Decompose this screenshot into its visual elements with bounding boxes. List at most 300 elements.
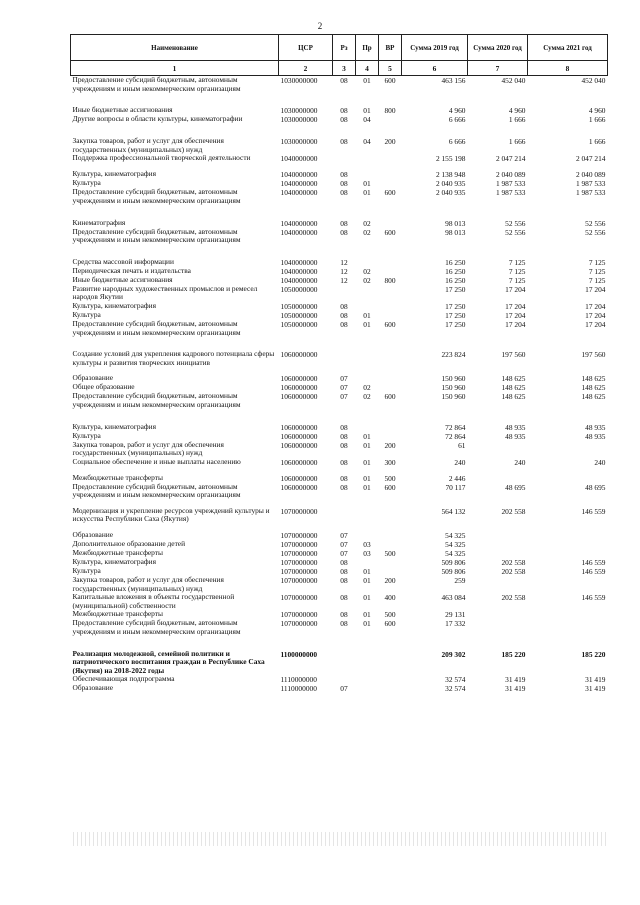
row-rz: 08: [340, 319, 348, 329]
row-sum-2021: 7 125: [588, 257, 606, 267]
row-vr: 600: [384, 619, 396, 629]
table-row: [71, 76, 608, 94]
row-sum-2019: 2 040 935: [435, 188, 466, 198]
row-vr: 600: [384, 482, 396, 492]
row-sum-2020: [468, 549, 528, 558]
row-sum-2020: 452 040: [501, 76, 526, 85]
row-pr: [356, 170, 379, 179]
row-csr: 1110000000: [280, 684, 317, 694]
row-sum-2021: 17 204: [585, 301, 606, 311]
row-sum-2020: [468, 619, 528, 636]
row-rz: [333, 675, 356, 684]
row-rz: 07: [340, 549, 348, 559]
row-sum-2020: 7 125: [508, 266, 526, 276]
row-vr: [379, 540, 402, 549]
row-pr: 04: [363, 115, 371, 125]
row-sum-2019: 17 250: [445, 310, 466, 320]
row-vr: [379, 383, 402, 392]
row-rz: 07: [340, 383, 348, 393]
row-csr: 1060000000: [280, 431, 318, 441]
row-csr: 1030000000: [280, 76, 318, 85]
row-sum-2019: 2 040 935: [435, 179, 466, 189]
row-sum-2020: 1 987 533: [495, 179, 526, 189]
row-csr: 1050000000: [280, 301, 318, 311]
table-row: [71, 483, 608, 500]
row-sum-2020: [468, 474, 528, 483]
row-sum-2020: 7 125: [508, 257, 526, 267]
table-row: [71, 593, 608, 610]
table-row: [71, 170, 608, 179]
row-vr: [379, 675, 402, 684]
column-number: 8: [528, 61, 608, 76]
row-name: Развитие народных художественных промыслов и ремесел народов Якутии: [72, 283, 258, 302]
row-rz: 08: [340, 610, 348, 620]
row-sum-2021: [528, 549, 608, 558]
row-sum-2020: 52 556: [505, 218, 526, 228]
page-number: 2: [317, 21, 323, 31]
row-pr: 04: [363, 137, 371, 147]
row-pr: [356, 285, 379, 302]
row-name: Межбюджетные трансферты: [72, 548, 163, 558]
row-sum-2020: 48 935: [505, 431, 526, 441]
row-pr: 01: [363, 106, 371, 116]
row-rz: [333, 650, 356, 676]
row-sum-2021: [528, 619, 608, 636]
row-rz: 07: [340, 531, 348, 541]
row-vr: [379, 350, 402, 367]
row-sum-2020: 202 558: [501, 558, 526, 568]
row-sum-2020: 202 558: [501, 593, 526, 603]
row-sum-2019: 61: [458, 440, 466, 450]
spacer-row: [71, 245, 608, 258]
spacer-row: [71, 367, 608, 374]
row-sum-2021: 1 666: [588, 115, 606, 125]
row-name: Закупка товаров, работ и услуг для обеспечения государственных (муниципальных) нужд: [72, 575, 224, 593]
row-sum-2021: 17 204: [585, 310, 606, 320]
row-vr: [379, 258, 402, 267]
row-csr: 1040000000: [280, 266, 318, 276]
header-csr: ЦСР: [279, 35, 333, 61]
row-vr: 600: [384, 319, 396, 329]
row-pr: 01: [363, 610, 371, 620]
row-vr: 500: [384, 610, 396, 620]
row-sum-2021: 31 419: [585, 684, 606, 694]
row-name: Социальное обеспечение и иные выплаты населению: [72, 456, 241, 466]
row-pr: [356, 258, 379, 267]
row-csr: 1030000000: [280, 137, 318, 147]
row-vr: 200: [384, 576, 396, 586]
row-name: Культура, кинематография: [72, 421, 156, 431]
row-sum-2019: 6 666: [448, 137, 466, 147]
row-sum-2021: 148 625: [581, 374, 606, 384]
row-rz: 08: [340, 567, 348, 577]
row-sum-2021: 148 625: [581, 383, 606, 393]
row-rz: 08: [340, 310, 348, 320]
row-sum-2019: 72 864: [445, 431, 466, 441]
row-vr: [379, 170, 402, 179]
row-vr: 500: [384, 549, 396, 559]
row-csr: 1040000000: [280, 154, 318, 164]
row-name: Культура, кинематография: [72, 557, 156, 567]
header-sum-2020: Сумма 2020 год: [468, 35, 528, 61]
row-sum-2019: 17 250: [445, 319, 466, 329]
row-sum-2021: [528, 576, 608, 593]
header-sum-2019: Сумма 2019 год: [402, 35, 468, 61]
row-rz: 08: [340, 619, 348, 629]
row-name: Культура: [72, 566, 101, 576]
row-name: Закупка товаров, работ и услуг для обеспечения государственных (муниципальных) нужд: [72, 439, 224, 458]
row-csr: 1030000000: [280, 115, 318, 125]
row-csr: 1040000000: [280, 218, 318, 228]
row-vr: [379, 219, 402, 228]
row-sum-2019: 54 325: [445, 549, 466, 559]
row-csr: 1040000000: [280, 227, 318, 237]
row-sum-2020: [468, 540, 528, 549]
row-sum-2021: 146 559: [581, 558, 606, 568]
row-sum-2021: 48 695: [585, 482, 606, 492]
row-sum-2021: 7 125: [588, 266, 606, 276]
row-rz: 07: [340, 392, 348, 402]
row-sum-2021: 2 047 214: [575, 154, 606, 164]
row-pr: 02: [363, 218, 371, 228]
row-rz: 08: [340, 218, 348, 228]
row-name: Культура: [72, 178, 101, 188]
row-csr: 1060000000: [280, 374, 318, 384]
row-csr: 1060000000: [280, 422, 318, 432]
table-row: [71, 302, 608, 311]
table-row: [71, 675, 608, 684]
row-pr: [356, 350, 379, 367]
row-sum-2019: 70 117: [445, 482, 466, 492]
row-name: Предоставление субсидий бюджетным, автономным учреждениям и иным некоммерческим организациям: [72, 75, 241, 93]
scan-smudge: [70, 832, 607, 846]
row-csr: 1070000000: [280, 558, 318, 568]
row-rz: 08: [340, 188, 348, 198]
row-name: Образование: [72, 373, 114, 383]
row-sum-2020: 202 558: [501, 506, 526, 516]
row-rz: 08: [340, 576, 348, 586]
row-vr: [379, 267, 402, 276]
row-name: Иные бюджетные ассигнования: [72, 105, 173, 115]
row-name: Предоставление субсидий бюджетным, автономным учреждениям и иным некоммерческим организациям: [72, 481, 241, 500]
row-pr: [356, 558, 379, 567]
row-rz: 12: [340, 257, 348, 267]
table-row: [71, 650, 608, 676]
row-csr: 1060000000: [280, 392, 318, 402]
row-pr: 02: [363, 275, 371, 285]
row-pr: 01: [363, 473, 371, 483]
row-vr: [379, 558, 402, 567]
row-name: Межбюджетные трансферты: [72, 609, 163, 619]
row-name: Предоставление субсидий бюджетным, автономным учреждениям и иным некоммерческим организациям: [72, 187, 241, 205]
row-csr: 1060000000: [280, 482, 318, 492]
row-rz: 08: [340, 115, 348, 125]
row-rz: 08: [340, 431, 348, 441]
row-sum-2019: 2 446: [448, 473, 466, 483]
row-vr: [379, 650, 402, 676]
table-body: [71, 76, 608, 694]
row-sum-2021: 1 666: [588, 137, 606, 147]
row-sum-2021: 48 935: [585, 422, 606, 432]
row-sum-2019: 17 250: [445, 284, 466, 294]
row-rz: 12: [340, 266, 348, 276]
row-sum-2020: 202 558: [501, 567, 526, 577]
row-sum-2019: 150 960: [441, 383, 466, 393]
row-rz: 08: [340, 482, 348, 492]
row-pr: [356, 423, 379, 432]
spacer-cell: [71, 367, 608, 374]
row-sum-2021: [528, 610, 608, 619]
row-sum-2021: 185 220: [581, 649, 606, 659]
row-vr: [379, 311, 402, 320]
table-row: [71, 285, 608, 302]
row-pr: [356, 374, 379, 383]
row-sum-2020: 1 666: [508, 137, 526, 147]
row-sum-2021: 4 960: [588, 106, 606, 116]
row-sum-2019: 98 013: [445, 218, 466, 228]
row-sum-2020: 148 625: [501, 392, 526, 402]
header-pr: Пр: [356, 35, 379, 61]
row-name: Модернизация и укрепление ресурсов учреждений культуры и искусства Республики Саха (Якутия): [72, 505, 270, 524]
row-sum-2019: 223 824: [441, 350, 466, 360]
row-sum-2020: 1 666: [508, 115, 526, 125]
column-number: 1: [71, 61, 279, 76]
row-csr: 1070000000: [280, 576, 318, 586]
row-name: Межбюджетные трансферты: [72, 472, 163, 482]
table-row: [71, 558, 608, 567]
row-pr: 02: [363, 383, 371, 393]
table-row: [71, 441, 608, 458]
row-rz: [333, 154, 356, 163]
row-csr: 1040000000: [280, 179, 318, 189]
table-row: [71, 374, 608, 383]
row-sum-2019: 17 332: [445, 619, 466, 629]
row-sum-2021: [528, 441, 608, 458]
row-sum-2019: 16 250: [445, 266, 466, 276]
row-sum-2020: [468, 531, 528, 540]
row-vr: [379, 154, 402, 163]
row-sum-2019: 2 138 948: [435, 170, 466, 180]
row-sum-2020: 31 419: [505, 684, 526, 694]
row-sum-2021: 1 987 533: [575, 188, 606, 198]
row-vr: 800: [384, 275, 396, 285]
spacer-row: [71, 524, 608, 531]
spacer-cell: [71, 637, 608, 650]
row-sum-2020: 48 935: [505, 422, 526, 432]
header-row: [71, 35, 608, 61]
row-rz: 08: [340, 170, 348, 180]
row-vr: [379, 374, 402, 383]
row-vr: [379, 507, 402, 524]
row-csr: 1060000000: [280, 350, 318, 360]
row-csr: 1070000000: [280, 619, 318, 629]
row-vr: 600: [384, 76, 396, 85]
row-pr: [356, 531, 379, 540]
row-name: Поддержка профессиональной творческой деятельности: [72, 153, 251, 163]
row-rz: 08: [340, 593, 348, 603]
row-vr: 300: [384, 457, 396, 467]
row-sum-2021: 1 987 533: [575, 179, 606, 189]
row-name: Капитальные вложения в объекты государственной (муниципальной) собственности: [72, 592, 235, 610]
row-vr: [379, 432, 402, 441]
column-number: 5: [379, 61, 402, 76]
row-sum-2020: 17 204: [505, 319, 526, 329]
column-number: 7: [468, 61, 528, 76]
header-name: Наименование: [71, 35, 279, 61]
row-name: Средства массовой информации: [72, 256, 174, 266]
row-csr: 1050000000: [280, 310, 318, 320]
row-name: Образование: [72, 530, 114, 540]
row-name: Кинематография: [72, 217, 126, 227]
row-sum-2020: 52 556: [505, 227, 526, 237]
row-rz: 08: [340, 76, 348, 85]
table-header: [71, 35, 608, 76]
row-name: Общее образование: [72, 382, 135, 392]
row-sum-2019: 463 084: [441, 593, 466, 603]
row-csr: 1040000000: [280, 188, 318, 198]
header-rz: Рз: [333, 35, 356, 61]
row-csr: 1060000000: [280, 440, 318, 450]
row-rz: 07: [340, 374, 348, 384]
row-sum-2020: 185 220: [501, 649, 526, 659]
row-sum-2019: 4 960: [448, 106, 466, 116]
row-sum-2019: 54 325: [445, 540, 466, 550]
row-pr: 01: [363, 440, 371, 450]
row-name: Культура: [72, 309, 101, 319]
row-vr: [379, 302, 402, 311]
row-sum-2020: [468, 610, 528, 619]
row-sum-2019: 16 250: [445, 257, 466, 267]
row-vr: [379, 179, 402, 188]
row-sum-2019: 29 131: [445, 610, 466, 620]
column-number: 3: [333, 61, 356, 76]
row-pr: 01: [363, 457, 371, 467]
row-pr: 01: [363, 619, 371, 629]
row-sum-2021: [528, 540, 608, 549]
table-row: [71, 137, 608, 154]
row-name: Дополнительное образование детей: [72, 539, 186, 549]
table-row: [71, 576, 608, 593]
row-sum-2021: 197 560: [581, 350, 606, 360]
column-number: 2: [279, 61, 333, 76]
row-pr: [356, 650, 379, 676]
row-csr: 1060000000: [280, 473, 318, 483]
row-sum-2021: 17 204: [585, 284, 606, 294]
row-sum-2019: 509 806: [441, 567, 466, 577]
row-vr: 600: [384, 227, 396, 237]
row-sum-2020: 48 695: [505, 482, 526, 492]
row-pr: 01: [363, 179, 371, 189]
row-rz: 12: [340, 275, 348, 285]
row-name: Закупка товаров, работ и услуг для обеспечения государственных (муниципальных) нужд: [72, 136, 224, 154]
row-sum-2021: 7 125: [588, 275, 606, 285]
row-sum-2020: 148 625: [501, 374, 526, 384]
row-sum-2019: 240: [454, 457, 466, 467]
row-csr: 1030000000: [280, 106, 318, 116]
row-name: Обеспечивающая подпрограмма: [72, 674, 175, 684]
table-row: [71, 392, 608, 409]
row-rz: 08: [340, 473, 348, 483]
row-rz: 08: [340, 137, 348, 147]
row-sum-2019: 98 013: [445, 227, 466, 237]
row-rz: 08: [340, 422, 348, 432]
row-rz: 08: [340, 227, 348, 237]
row-name: Иные бюджетные ассигнования: [72, 274, 173, 284]
row-sum-2019: 54 325: [445, 531, 466, 541]
row-sum-2020: 240: [514, 457, 526, 467]
row-sum-2020: 2 047 214: [495, 154, 526, 164]
row-pr: 01: [363, 593, 371, 603]
row-sum-2020: 4 960: [508, 106, 526, 116]
row-rz: 08: [340, 457, 348, 467]
row-pr: 02: [363, 392, 371, 402]
row-pr: 01: [363, 567, 371, 577]
row-sum-2019: 2 155 198: [435, 154, 466, 164]
row-rz: 07: [340, 540, 348, 550]
table-row: [71, 423, 608, 432]
row-sum-2019: 6 666: [448, 115, 466, 125]
row-sum-2019: 150 960: [441, 374, 466, 384]
row-sum-2020: 31 419: [505, 675, 526, 685]
row-vr: [379, 531, 402, 540]
row-name: Образование: [72, 683, 114, 693]
row-rz: 08: [340, 558, 348, 568]
table-row: [71, 684, 608, 693]
row-rz: [333, 285, 356, 302]
row-pr: 02: [363, 266, 371, 276]
column-number: 6: [402, 61, 468, 76]
row-csr: 1070000000: [280, 549, 318, 559]
row-sum-2021: 48 935: [585, 431, 606, 441]
row-csr: 1070000000: [280, 593, 318, 603]
row-name: Культура, кинематография: [72, 169, 156, 179]
row-csr: 1110000000: [280, 675, 317, 685]
row-vr: 500: [384, 473, 396, 483]
row-rz: 08: [340, 179, 348, 189]
spacer-row: [71, 410, 608, 423]
row-sum-2021: 146 559: [581, 506, 606, 516]
row-vr: [379, 285, 402, 302]
row-vr: 600: [384, 392, 396, 402]
row-pr: [356, 154, 379, 163]
row-pr: [356, 684, 379, 693]
row-sum-2019: 259: [454, 576, 466, 586]
row-sum-2019: 150 960: [441, 392, 466, 402]
row-sum-2019: 509 806: [441, 558, 466, 568]
row-vr: 200: [384, 137, 396, 147]
row-vr: [379, 115, 402, 124]
row-csr: 1070000000: [280, 540, 318, 550]
row-rz: 07: [340, 684, 348, 694]
row-vr: 600: [384, 188, 396, 198]
row-sum-2019: 564 132: [441, 506, 466, 516]
spacer-row: [71, 206, 608, 219]
row-pr: [356, 507, 379, 524]
row-sum-2020: 7 125: [508, 275, 526, 285]
row-csr: 1040000000: [280, 257, 318, 267]
header-vr: ВР: [379, 35, 402, 61]
row-pr: 01: [363, 576, 371, 586]
row-pr: 01: [363, 319, 371, 329]
table-row: [71, 350, 608, 367]
row-vr: [379, 567, 402, 576]
row-sum-2019: 17 250: [445, 301, 466, 311]
row-name: Предоставление субсидий бюджетным, автономным учреждениям и иным некоммерческим организациям: [72, 318, 241, 337]
row-csr: 1040000000: [280, 275, 318, 285]
row-csr: 1050000000: [280, 319, 318, 329]
row-sum-2020: 148 625: [501, 383, 526, 393]
row-sum-2019: 16 250: [445, 275, 466, 285]
